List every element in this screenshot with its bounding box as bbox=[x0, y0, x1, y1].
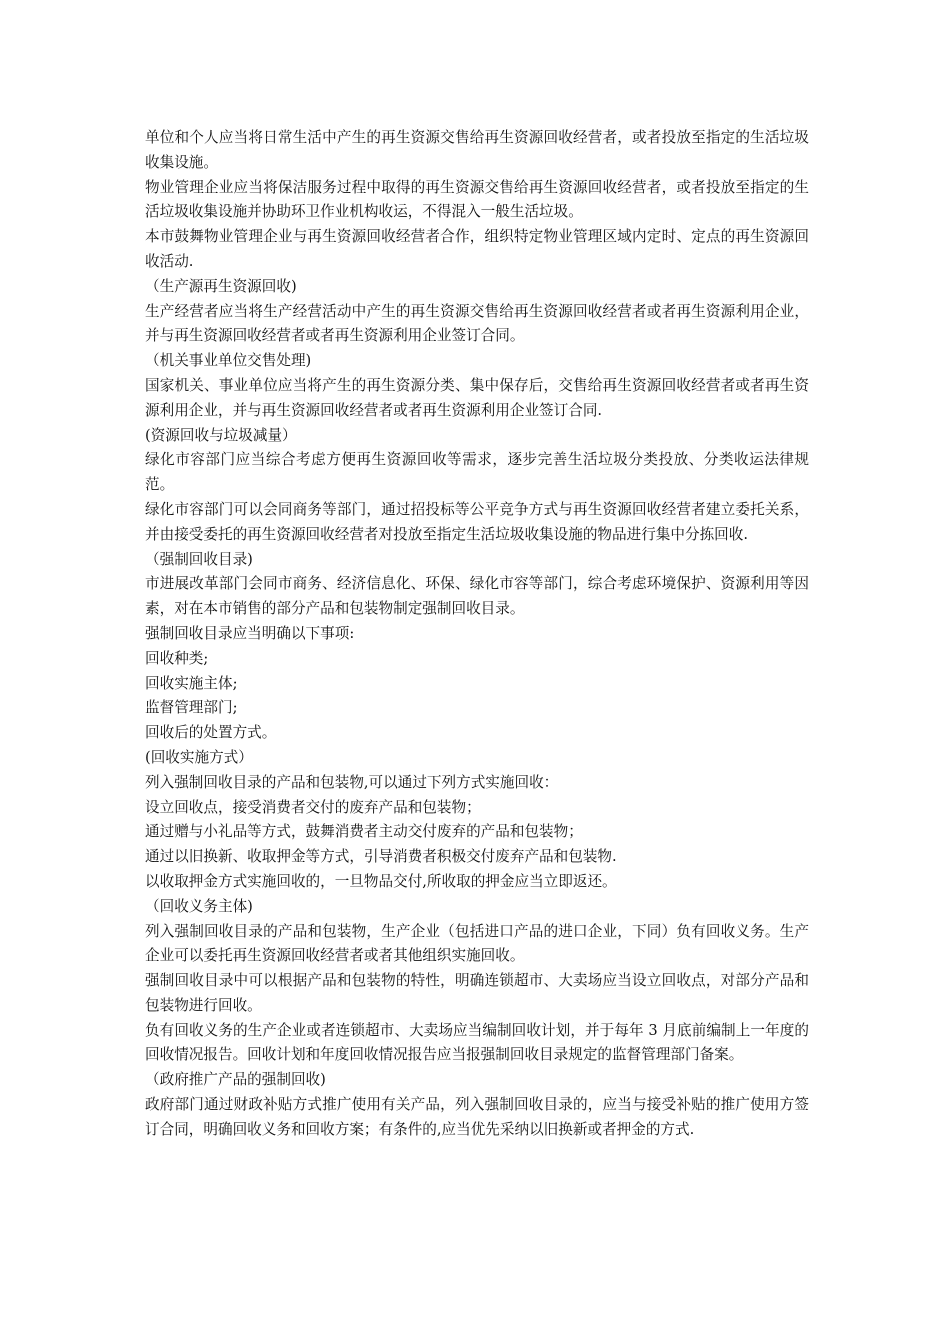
section-heading: (资源回收与垃圾减量） bbox=[145, 426, 297, 444]
paragraph: 物业管理企业应当将保洁服务过程中取得的再生资源交售给再生资源回收经营者，或者投放至指定的生活垃圾收集设施并协助环卫作业机构收运，不得混入一般生活垃圾。 bbox=[145, 178, 809, 221]
paragraph: 市进展改革部门会同市商务、经济信息化、环保、绿化市容等部门，综合考虑环境保护、资源利用等因素，对在本市销售的部分产品和包装物制定强制回收目录。 bbox=[145, 575, 809, 618]
section-heading: （机关事业单位交售处理) bbox=[145, 352, 312, 370]
paragraph: 国家机关、事业单位应当将产生的再生资源分类、集中保存后，交售给再生资源回收经营者或者再生资源利用企业，并与再生资源回收经营者或者再生资源利用企业签订合同. bbox=[145, 376, 809, 419]
section-heading: （强制回收目录) bbox=[145, 550, 253, 568]
list-item: 回收种类; bbox=[145, 649, 209, 667]
paragraph: 列入强制回收目录的产品和包装物，生产企业（包括进口产品的进口企业，下同）负有回收义务。生产企业可以委托再生资源回收经营者或者其他组织实施回收。 bbox=[145, 922, 809, 965]
list-item: 设立回收点，接受消费者交付的废弃产品和包装物； bbox=[145, 798, 481, 816]
list-item: 通过以旧换新、收取押金等方式，引导消费者积极交付废弃产品和包装物. bbox=[145, 848, 617, 866]
document-body bbox=[145, 126, 809, 1143]
paragraph: 列入强制回收目录的产品和包装物,可以通过下列方式实施回收： bbox=[145, 773, 559, 791]
paragraph: 绿化市容部门应当综合考虑方便再生资源回收等需求，逐步完善生活垃圾分类投放、分类收运法律规范。 bbox=[145, 451, 809, 494]
section-heading: （生产源再生资源回收) bbox=[145, 277, 297, 295]
paragraph: 政府部门通过财政补贴方式推广使用有关产品，列入强制回收目录的，应当与接受补贴的推广使用方签订合同，明确回收义务和回收方案；有条件的,应当优先采纳以旧换新或者押金的方式. bbox=[145, 1096, 809, 1138]
paragraph: 生产经营者应当将生产经营活动中产生的再生资源交售给再生资源回收经营者或者再生资源利用企业，并与再生资源回收经营者或者再生资源利用企业签订合同。 bbox=[145, 302, 809, 345]
paragraph: 以收取押金方式实施回收的，一旦物品交付,所收取的押金应当立即返还。 bbox=[145, 872, 617, 890]
list-item: 通过赠与小礼品等方式，鼓舞消费者主动交付废弃的产品和包装物； bbox=[145, 823, 583, 841]
section-heading: (回收实施方式） bbox=[145, 748, 253, 766]
list-item: 回收实施主体; bbox=[145, 674, 238, 692]
section-heading: （政府推广产品的强制回收) bbox=[145, 1071, 326, 1089]
paragraph: 强制回收目录中可以根据产品和包装物的特性，明确连锁超市、大卖场应当设立回收点，对部分产品和包装物进行回收。 bbox=[145, 972, 809, 1014]
paragraph: 单位和个人应当将日常生活中产生的再生资源交售给再生资源回收经营者，或者投放至指定的生活垃圾收集设施。 bbox=[145, 129, 809, 171]
section-heading: （回收义务主体) bbox=[145, 897, 253, 915]
list-item: 监督管理部门; bbox=[145, 699, 238, 717]
paragraph: 强制回收目录应当明确以下事项: bbox=[145, 624, 355, 642]
list-item: 回收后的处置方式。 bbox=[145, 724, 277, 742]
paragraph: 本市鼓舞物业管理企业与再生资源回收经营者合作，组织特定物业管理区域内定时、定点的再生资源回收活动. bbox=[145, 228, 809, 270]
paragraph: 绿化市容部门可以会同商务等部门，通过招投标等公平竞争方式与再生资源回收经营者建立委托关系，并由接受委托的再生资源回收经营者对投放至指定生活垃圾收集设施的物品进行集中分拣回收. bbox=[145, 500, 809, 543]
paragraph: 负有回收义务的生产企业或者连锁超市、大卖场应当编制回收计划，并于每年 3 月底前编制上一年度的回收情况报告。回收计划和年度回收情况报告应当报强制回收目录规定的监督管理部门备案。 bbox=[145, 1021, 809, 1064]
